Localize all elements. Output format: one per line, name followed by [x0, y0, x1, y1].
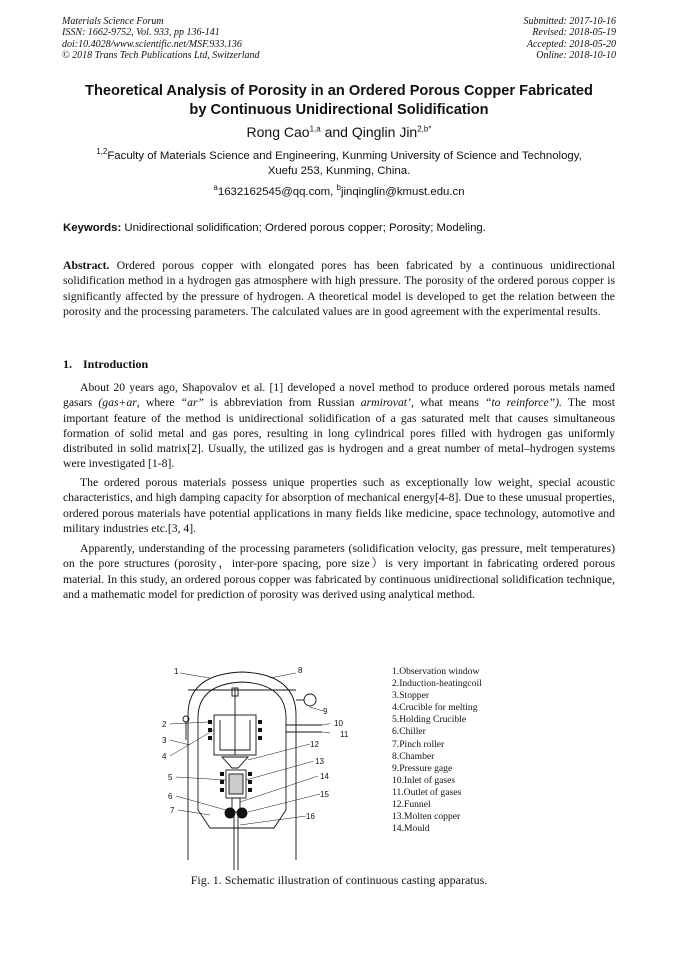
affiliation-superscript: 1,2	[96, 147, 108, 157]
legend-item: 12.Funnel	[392, 799, 431, 811]
paper-title	[40, 82, 638, 120]
issn-line: ISSN: 1662-9752, Vol. 933, pp 136-141	[62, 27, 220, 39]
journal-header-left	[62, 16, 260, 62]
section-title: Introduction	[83, 357, 149, 371]
callout-label: 5	[168, 773, 173, 782]
text-run-italic: armirovat’	[360, 396, 411, 410]
legend-item: 7.Pinch roller	[392, 738, 445, 750]
callout-label: 8	[298, 666, 303, 675]
intro-paragraph-1	[63, 380, 615, 472]
keywords-label: Keywords:	[63, 222, 122, 234]
legend-item: 11.Outlet of gases	[392, 786, 462, 798]
author-name: Rong Cao	[246, 124, 310, 140]
callout-label: 12	[310, 740, 319, 749]
legend-item: 14.Mould	[392, 823, 430, 835]
legend-item: 3.Stopper	[392, 690, 430, 702]
copyright-line: © 2018 Trans Tech Publications Ltd, Switzerland	[62, 50, 260, 62]
title-line-1: Theoretical Analysis of Porosity in an Ordered Porous Copper Fabricated	[85, 83, 593, 99]
text-run-italic: “ar”	[180, 396, 204, 410]
text-run: The most important feature of the method is unidirectional solidification of a gas saturated melt that causes simultaneous formation of solid metal and gas pores, resulting in long cylindrical pores filled with hydrogen gas uniformly distributed in solid matrix[2]. Usually, the utilized gas is hydrogen and a great number of metal–hydrogen systems were investigated [1-8].	[63, 396, 615, 471]
author-superscript: 1,a	[309, 124, 321, 134]
callout-label: 7	[170, 806, 175, 815]
legend-item: 4.Crucible for melting	[392, 702, 478, 714]
legend-item: 5.Holding Crucible	[392, 714, 467, 726]
text-run: About 20 years ago, Shapovalov et al. [1] developed a novel method to produce ordered porous metals named gasars	[63, 381, 615, 410]
journal-header-right	[524, 16, 617, 62]
author-list	[40, 123, 638, 141]
revised-date: Revised: 2018-05-19	[532, 27, 616, 39]
legend-item: 6.Chiller	[392, 726, 426, 738]
section-heading-introduction	[63, 357, 148, 372]
callout-label: 10	[334, 719, 343, 728]
callout-label: 15	[320, 790, 329, 799]
email-superscript: b	[336, 183, 341, 193]
affiliation	[60, 149, 618, 179]
callout-label: 11	[340, 730, 349, 739]
keywords	[63, 221, 615, 236]
abstract-text: Ordered porous copper with elongated pores has been fabricated by a continuous unidirectional solidification method in a hydrogen gas atmosphere with high pressure. The porosity of the ordered porous copper is significantly affected by the pressure of hydrogen. A theoretical model is developed to get the relation between the porosity and the processing parameters. The calculated values are in good agreement with the experimental results.	[63, 259, 615, 319]
figure-caption: Fig. 1. Schematic illustration of continuous casting apparatus.	[190, 873, 488, 887]
legend-item: 10.Inlet of gases	[392, 774, 456, 786]
callout-label: 14	[320, 772, 329, 781]
journal-name: Materials Science Forum	[62, 16, 164, 27]
text-run: , what means	[410, 396, 485, 410]
accepted-date: Accepted: 2018-05-20	[526, 38, 616, 50]
callout-label: 9	[323, 707, 328, 716]
title-line-2: by Continuous Unidirectional Solidification	[189, 102, 489, 118]
legend-item: 1.Observation window	[392, 666, 480, 677]
author-superscript: 2,b*	[417, 124, 432, 134]
submitted-date: Submitted: 2017-10-16	[523, 16, 616, 27]
schematic-callouts-right	[150, 660, 360, 870]
legend-item: 13.Molten copper	[392, 811, 461, 823]
keywords-text: Unidirectional solidification; Ordered porous copper; Porosity; Modeling.	[121, 222, 486, 234]
callout-label: 1	[174, 667, 179, 676]
doi-line: doi:10.4028/www.scientific.net/MSF.933.136	[62, 38, 242, 50]
text-run-italic: (gas+ar	[98, 396, 137, 410]
callout-label: 2	[162, 720, 167, 729]
affiliation-line-1: Faculty of Materials Science and Engineering, Kunming University of Science and Technology,	[107, 150, 582, 162]
abstract-label: Abstract.	[63, 259, 110, 272]
author-name: Qinglin Jin	[351, 124, 418, 140]
callout-label: 4	[162, 752, 167, 761]
legend-item: 2.Induction-heatingcoil	[392, 678, 482, 690]
email-link[interactable]: 1632162545@qq.com,	[217, 186, 337, 198]
email-superscript: a	[213, 183, 218, 193]
author-conjunction: and	[320, 124, 352, 140]
callout-label: 16	[306, 812, 315, 821]
text-run: is abbreviation from Russian	[204, 396, 361, 410]
callout-label: 6	[168, 792, 173, 801]
abstract	[63, 258, 615, 320]
text-run-italic: “to reinforce”).	[484, 396, 562, 410]
callout-label: 13	[315, 757, 324, 766]
intro-paragraph-2: The ordered porous materials possess unique properties such as exceptionally low weight, special acoustic characteristics, and high damping capacity for absorption of mechanical energy[4-8]. Due to these unusual properties, ordered porous materials have potential applications in many fields like medicine, space technology, automotive and military industries etc.[3, 4].	[63, 476, 615, 535]
legend-item: 8.Chamber	[392, 750, 435, 762]
figure-legend	[392, 666, 482, 835]
legend-item: 9.Pressure gage	[392, 762, 453, 774]
online-date: Online: 2018-10-10	[536, 50, 616, 62]
text-run: , where	[136, 396, 181, 410]
email-link[interactable]: jinqinglin@kmust.edu.cn	[340, 186, 465, 198]
author-emails	[40, 185, 638, 200]
section-number: 1.	[63, 357, 72, 371]
callout-label: 3	[162, 736, 167, 745]
affiliation-line-2: Xuefu 253, Kunming, China.	[267, 165, 411, 177]
intro-paragraph-3: Apparently, understanding of the processing parameters (solidification velocity, gas pressure, melt temperatures) on the pore structures (porosity，inter-pore spacing, pore size）is very important in fabricating ordered porous material. In this study, an ordered porous copper was fabricated by continuous unidirectional solidification technique, and a mathematic model for prediction of porosity was derived using analytical method.	[63, 542, 615, 601]
